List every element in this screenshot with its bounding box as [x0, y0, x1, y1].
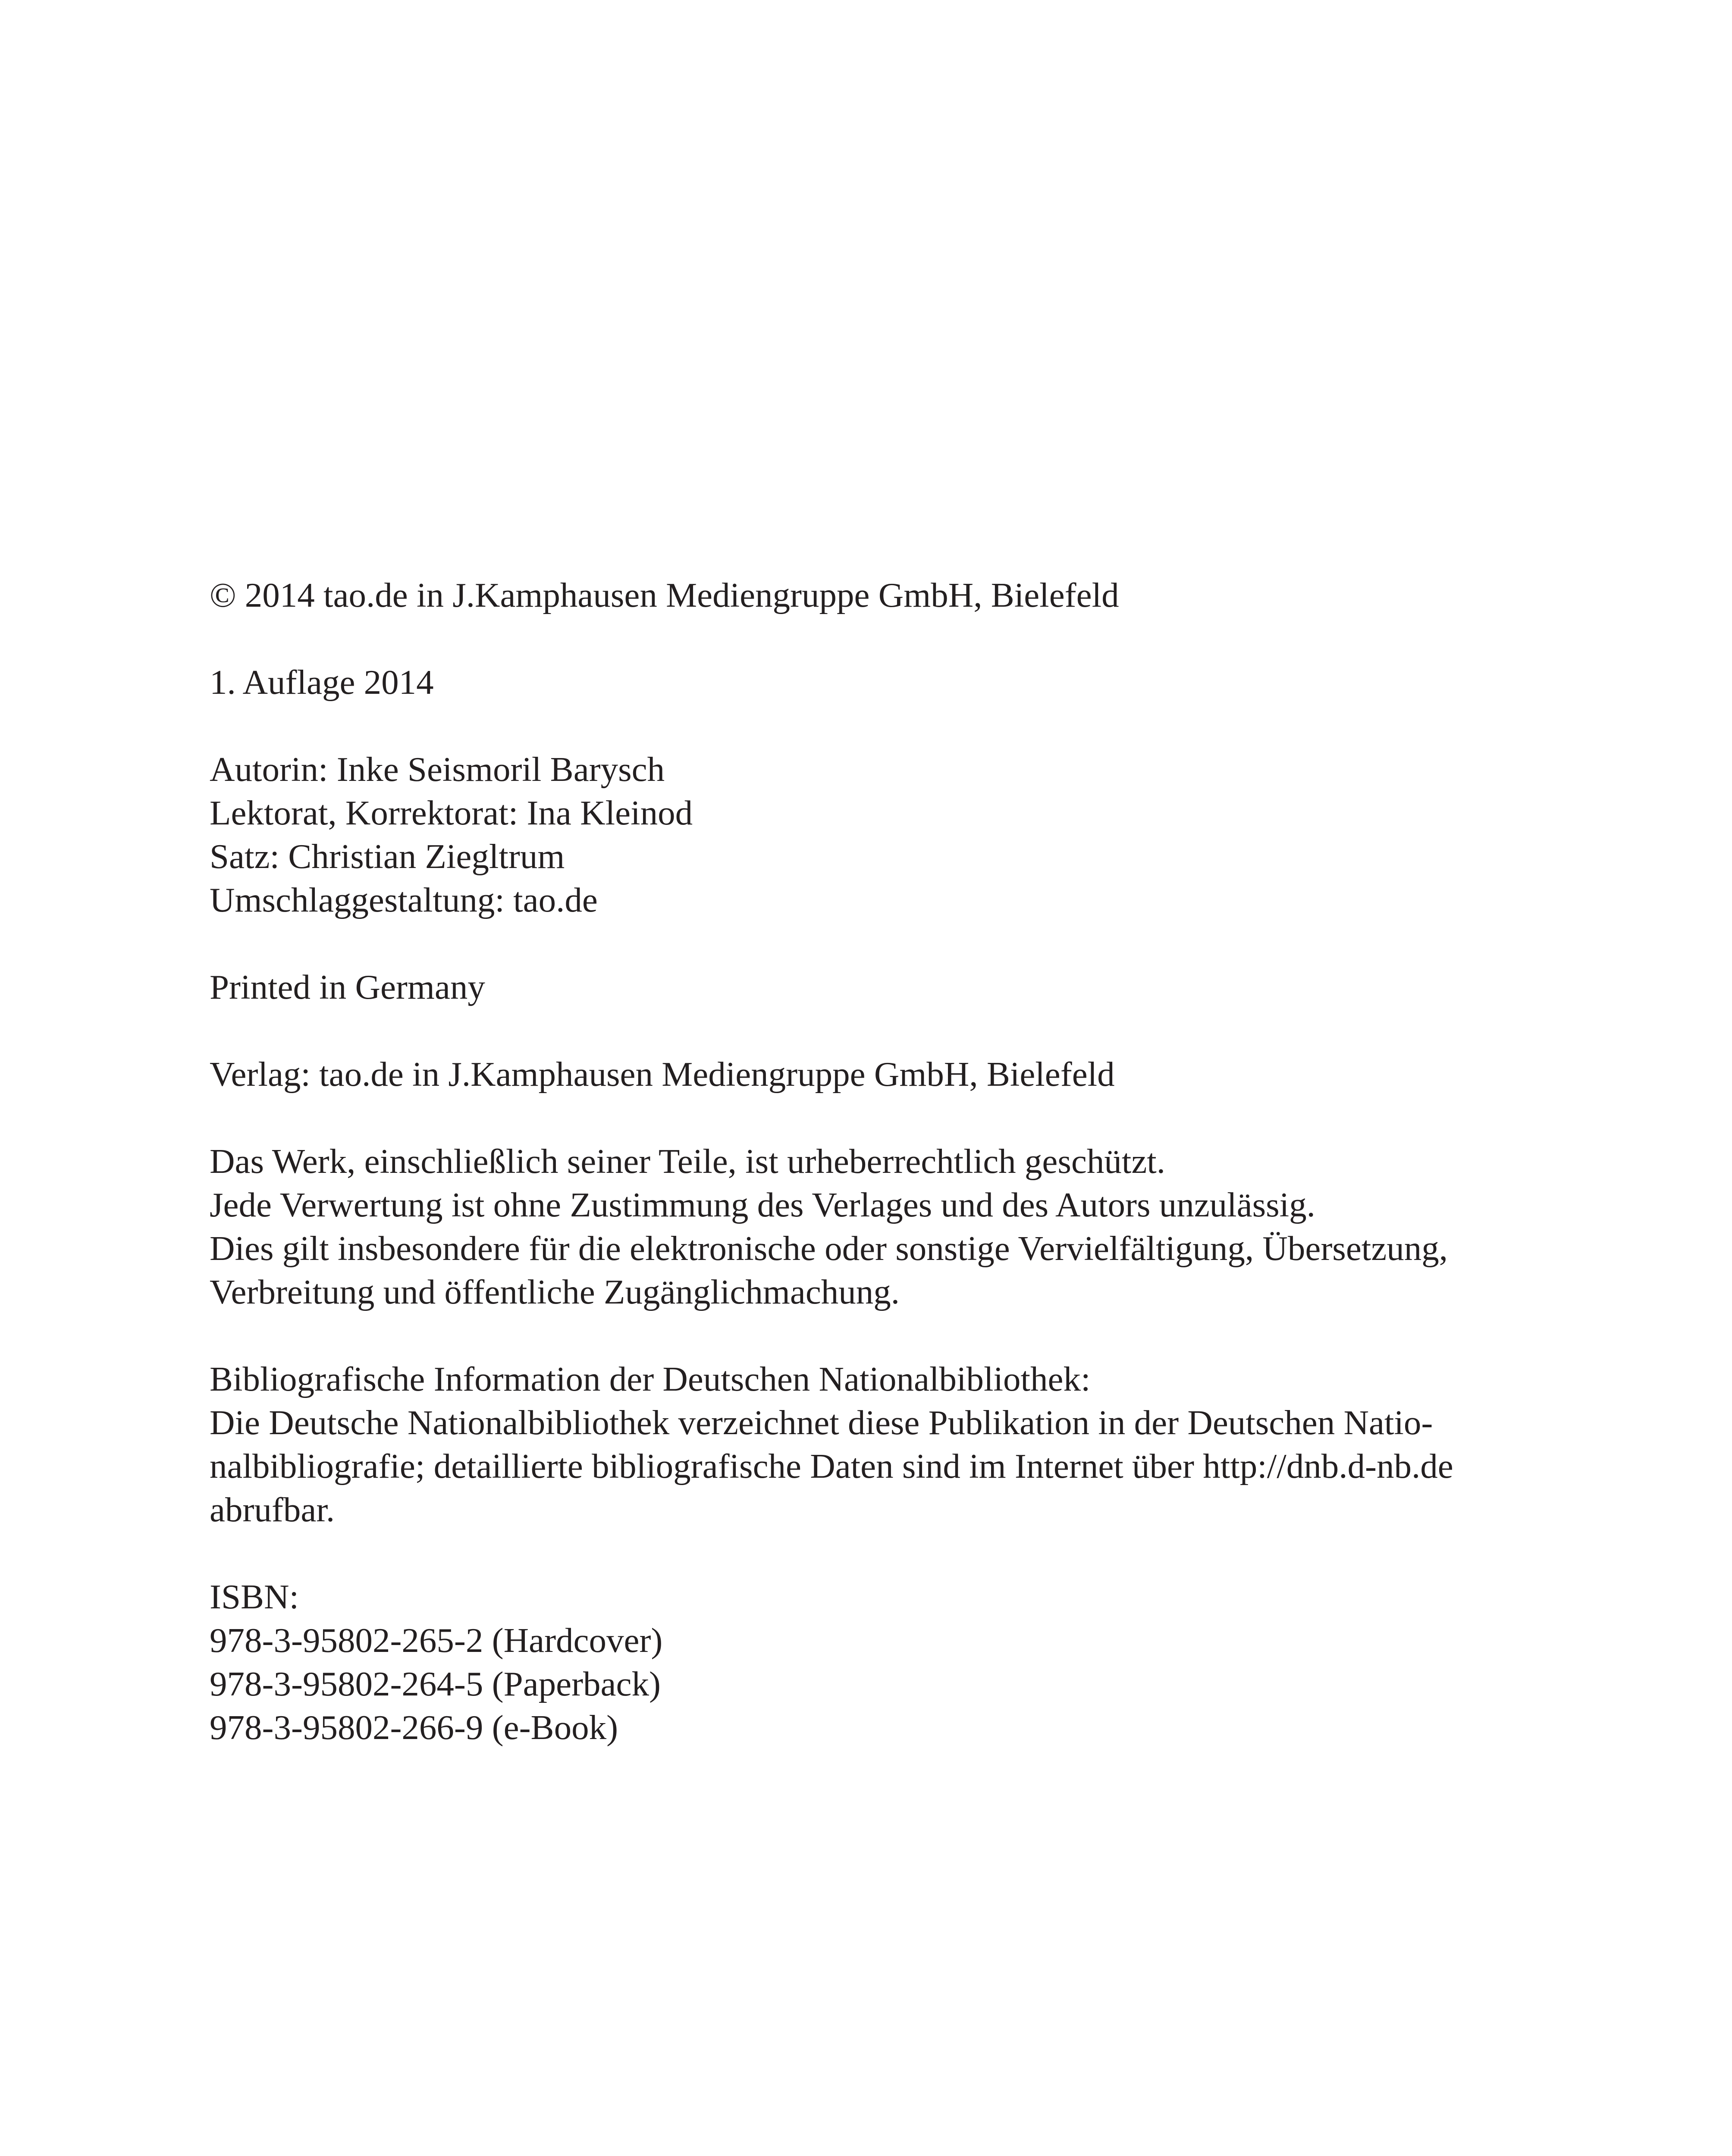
credit-editing: Lektorat, Korrektorat: Ina Kleinod — [210, 793, 693, 832]
bibliographic-line: nalbibliografie; detaillierte bibliografische Daten sind im Internet über http://dnb.d-nb.de — [210, 1447, 1453, 1485]
credits-block — [210, 748, 1503, 922]
rights-line: Verbreitung und öffentliche Zugänglichmachung. — [210, 1272, 900, 1311]
credit-typesetting: Satz: Christian Ziegltrum — [210, 837, 565, 876]
rights-line: Jede Verwertung ist ohne Zustimmung des Verlages und des Autors unzulässig. — [210, 1185, 1315, 1224]
publisher-block — [210, 1053, 1503, 1096]
copyright-block — [210, 573, 1503, 617]
bibliographic-line: Die Deutsche Nationalbibliothek verzeichnet diese Publikation in der Deutschen Natio- — [210, 1403, 1433, 1442]
isbn-paperback: 978-3-95802-264-5 (Paperback) — [210, 1664, 661, 1703]
edition-block — [210, 661, 1503, 704]
bibliographic-block — [210, 1357, 1503, 1532]
imprint-text — [210, 573, 1503, 1793]
printed-block — [210, 965, 1503, 1009]
isbn-label: ISBN: — [210, 1577, 299, 1616]
publisher-line: Verlag: tao.de in J.Kamphausen Mediengruppe GmbH, Bielefeld — [210, 1055, 1115, 1094]
credit-cover-design: Umschlaggestaltung: tao.de — [210, 881, 598, 919]
isbn-block — [210, 1575, 1503, 1749]
edition-line: 1. Auflage 2014 — [210, 663, 434, 702]
isbn-ebook: 978-3-95802-266-9 (e-Book) — [210, 1708, 618, 1747]
bibliographic-heading: Bibliografische Information der Deutschen Nationalbibliothek: — [210, 1360, 1091, 1398]
rights-line: Dies gilt insbesondere für die elektronische oder sonstige Vervielfältigung, Übersetzung, — [210, 1229, 1448, 1268]
rights-block — [210, 1140, 1503, 1314]
bibliographic-line: abrufbar. — [210, 1490, 335, 1529]
isbn-hardcover: 978-3-95802-265-2 (Hardcover) — [210, 1621, 663, 1660]
printed-line: Printed in Germany — [210, 968, 485, 1006]
rights-line: Das Werk, einschließlich seiner Teile, ist urheberrechtlich geschützt. — [210, 1142, 1166, 1181]
credit-author: Autorin: Inke Seismoril Barysch — [210, 750, 665, 789]
copyright-line: © 2014 tao.de in J.Kamphausen Mediengruppe GmbH, Bielefeld — [210, 576, 1119, 614]
